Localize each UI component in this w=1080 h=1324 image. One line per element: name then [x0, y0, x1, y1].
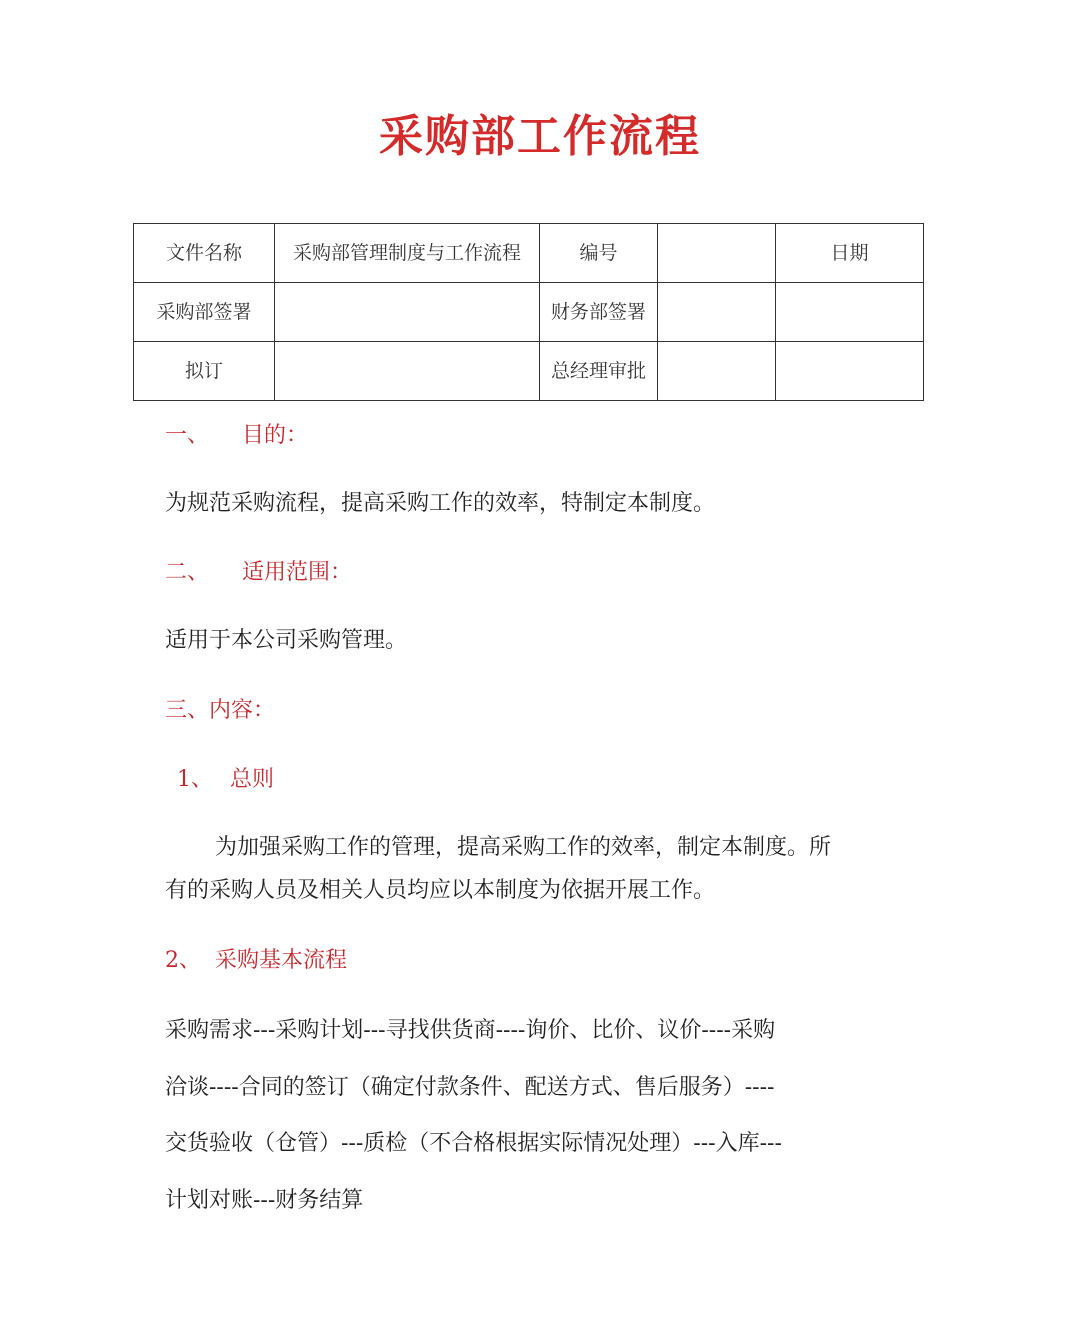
table-cell[interactable]	[658, 224, 776, 283]
flow-line: 计划对账---财务结算	[165, 1188, 364, 1213]
table-cell: 日期	[776, 224, 924, 283]
section-number: 二、	[165, 560, 210, 585]
flow-line: 采购需求---采购计划---寻找供货商----询价、比价、议价----采购	[165, 1018, 776, 1043]
subsection-heading: 总则	[230, 767, 275, 792]
subsection-heading: 采购基本流程	[215, 948, 348, 973]
table-cell: 文件名称	[134, 224, 275, 283]
section-heading: 目的：	[242, 423, 309, 448]
document-title: 采购部工作流程	[379, 111, 701, 162]
section-number: 一、	[165, 423, 210, 448]
paragraph-line: 为加强采购工作的管理，提高采购工作的效率，制定本制度。所	[215, 835, 832, 860]
section-heading: 三、内容：	[165, 698, 276, 723]
paragraph: 为规范采购流程，提高采购工作的效率，特制定本制度。	[165, 491, 716, 516]
table-cell[interactable]	[658, 283, 776, 342]
paragraph: 适用于本公司采购管理。	[165, 628, 408, 653]
flow-line: 交货验收（仓管）---质检（不合格根据实际情况处理）---入库---	[165, 1131, 782, 1156]
table-cell[interactable]	[776, 283, 924, 342]
subsection-number: 2、	[165, 948, 201, 973]
table-cell: 财务部签署	[540, 283, 658, 342]
table-row	[134, 283, 924, 342]
section-heading: 适用范围：	[242, 560, 353, 585]
paragraph-line: 有的采购人员及相关人员均应以本制度为依据开展工作。	[165, 878, 716, 903]
table-cell[interactable]	[658, 342, 776, 401]
table-cell: 总经理审批	[540, 342, 658, 401]
table-row	[134, 224, 924, 283]
table-cell: 编号	[540, 224, 658, 283]
table-cell[interactable]	[776, 342, 924, 401]
table-cell: 采购部签署	[134, 283, 275, 342]
table-cell: 拟订	[134, 342, 275, 401]
table-cell[interactable]	[275, 283, 540, 342]
table-row	[134, 342, 924, 401]
table-cell: 采购部管理制度与工作流程	[275, 224, 540, 283]
flow-line: 洽谈----合同的签订（确定付款条件、配送方式、售后服务）----	[165, 1075, 775, 1100]
subsection-number: 1、	[177, 767, 213, 792]
table-cell[interactable]	[275, 342, 540, 401]
document-info-table	[133, 223, 924, 401]
